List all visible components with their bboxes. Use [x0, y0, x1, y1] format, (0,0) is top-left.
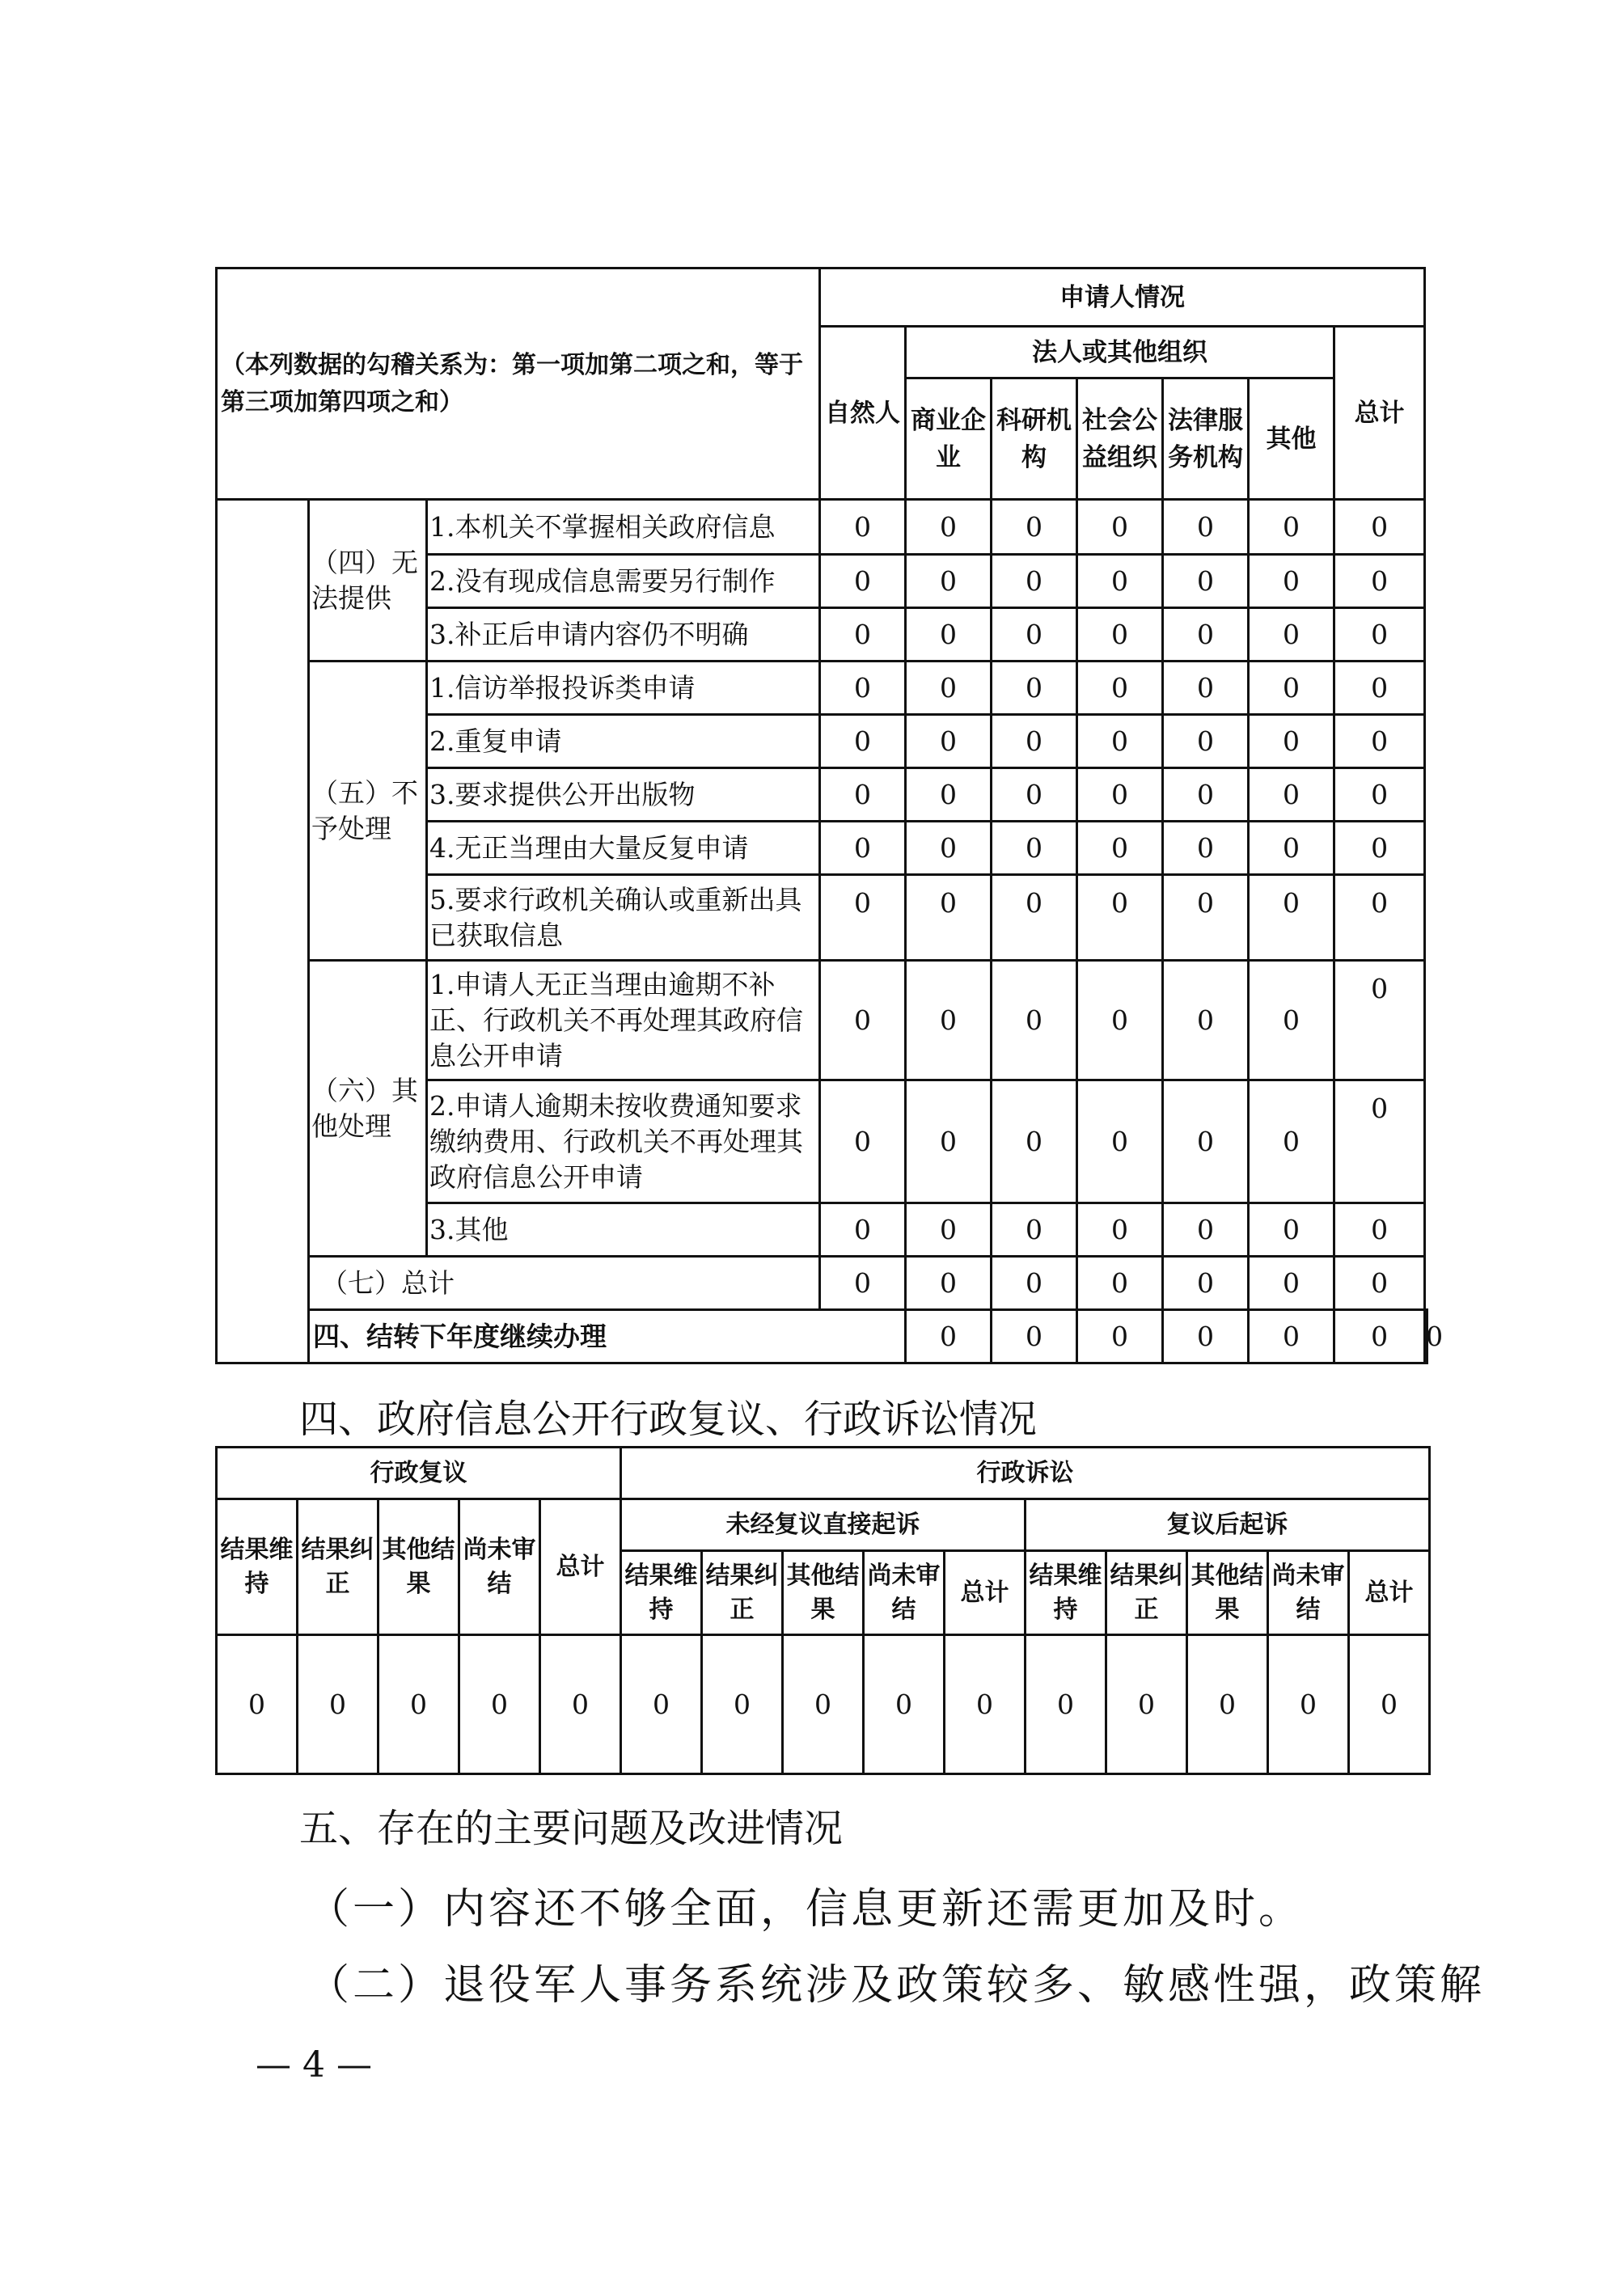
value-cell: 0: [906, 1257, 992, 1310]
value-cell: 0: [906, 662, 992, 715]
header-social-welfare: 社会公益组织: [1077, 378, 1163, 500]
carryover-row-label: 四、结转下年度继续办理: [309, 1310, 906, 1363]
value-cell: 0: [906, 1203, 992, 1257]
value-cell: 0: [1077, 1257, 1163, 1310]
value-cell: 0: [1334, 875, 1425, 961]
value-cell: 0: [820, 608, 906, 662]
table-application-handling: [215, 267, 1444, 1364]
value-cell: 0: [992, 500, 1077, 555]
header-col: 结果维持: [621, 1551, 702, 1635]
value-cell: 0: [1187, 1635, 1268, 1774]
value-cell: 0: [1077, 715, 1163, 768]
header-direct-suit: 未经复议直接起诉: [621, 1499, 1026, 1551]
value-cell: 0: [298, 1635, 379, 1774]
value-cell: 0: [820, 822, 906, 875]
paragraph-2: （二）退役军人事务系统涉及政策较多、敏感性强，政策解: [307, 1961, 1486, 2010]
value-cell: 0: [1026, 1635, 1106, 1774]
row-label: 5.要求行政机关确认或重新出具已获取信息: [427, 875, 820, 961]
header-col: 总计: [1349, 1551, 1430, 1635]
value-cell: 0: [1349, 1635, 1430, 1774]
blank-left-cell: [217, 500, 309, 1363]
value-cell: 0: [906, 822, 992, 875]
value-cell: 0: [1163, 715, 1249, 768]
header-col: 结果纠正: [702, 1551, 783, 1635]
value-cell: 0: [1334, 715, 1425, 768]
row-label: 3.补正后申请内容仍不明确: [427, 608, 820, 662]
table-row: [217, 500, 1427, 555]
header-col: 结果维持: [217, 1499, 298, 1635]
header-research: 科研机构: [992, 378, 1077, 500]
value-cell: 0: [1249, 875, 1334, 961]
value-cell: 0: [1077, 662, 1163, 715]
table-row: [217, 961, 1427, 1080]
value-cell: 0: [820, 662, 906, 715]
value-cell: 0: [1163, 1080, 1249, 1203]
header-col: 其他结果: [379, 1499, 459, 1635]
value-cell: 0: [1163, 1203, 1249, 1257]
value-cell: 0: [1268, 1635, 1349, 1774]
value-cell: 0: [1334, 961, 1425, 1080]
value-cell: 0: [906, 1310, 992, 1363]
header-col: 结果维持: [1026, 1551, 1106, 1635]
value-cell: 0: [1334, 608, 1425, 662]
header-col: 其他结果: [1187, 1551, 1268, 1635]
header-col: 尚未审结: [459, 1499, 540, 1635]
value-cell: 0: [864, 1635, 945, 1774]
value-cell: 0: [945, 1635, 1026, 1774]
value-cell: 0: [992, 822, 1077, 875]
value-cell: 0: [992, 875, 1077, 961]
value-cell: 0: [906, 500, 992, 555]
value-cell: 0: [820, 1203, 906, 1257]
value-cell: 0: [1077, 608, 1163, 662]
header-legal-group: 法人或其他组织: [906, 327, 1334, 378]
value-cell: 0: [217, 1635, 298, 1774]
column-note: （本列数据的勾稽关系为：第一项加第二项之和，等于第三项加第四项之和）: [217, 268, 820, 500]
header-applicant-situation: 申请人情况: [820, 268, 1425, 327]
row-label: 1.本机关不掌握相关政府信息: [427, 500, 820, 555]
value-cell: 0: [1077, 961, 1163, 1080]
value-cell: 0: [992, 715, 1077, 768]
group-label-not-handled: （五）不予处理: [309, 662, 427, 961]
value-cell: 0: [992, 1310, 1077, 1363]
value-cell: 0: [1334, 1080, 1425, 1203]
row-label: 3.其他: [427, 1203, 820, 1257]
header-total: 总计: [1334, 327, 1425, 500]
value-cell: 0: [1077, 1310, 1163, 1363]
value-cell: 0: [1163, 1310, 1249, 1363]
value-cell: 0: [820, 500, 906, 555]
value-cell: 0: [992, 608, 1077, 662]
value-cell: 0: [702, 1635, 783, 1774]
value-cell: 0: [1334, 555, 1425, 608]
value-cell: 0: [1249, 608, 1334, 662]
value-cell: 0: [1249, 715, 1334, 768]
value-cell: 0: [820, 961, 906, 1080]
value-cell: 0: [1163, 555, 1249, 608]
value-cell: 0: [820, 768, 906, 822]
value-cell: 0: [906, 768, 992, 822]
value-cell: 0: [1106, 1635, 1187, 1774]
value-cell: 0: [1249, 1080, 1334, 1203]
value-cell: 0: [1425, 1310, 1427, 1363]
value-cell: 0: [992, 1080, 1077, 1203]
value-cell: 0: [540, 1635, 621, 1774]
value-cell: 0: [1077, 875, 1163, 961]
header-col: 结果纠正: [1106, 1551, 1187, 1635]
value-cell: 0: [1163, 875, 1249, 961]
value-cell: 0: [459, 1635, 540, 1774]
value-cell: 0: [906, 555, 992, 608]
header-admin-litigation: 行政诉讼: [621, 1448, 1430, 1499]
value-cell: 0: [992, 662, 1077, 715]
header-col: 其他结果: [783, 1551, 864, 1635]
value-cell: 0: [1249, 662, 1334, 715]
value-cell: 0: [621, 1635, 702, 1774]
value-cell: 0: [1334, 768, 1425, 822]
header-commercial: 商业企业: [906, 378, 992, 500]
row-label: 2.没有现成信息需要另行制作: [427, 555, 820, 608]
header-col: 结果纠正: [298, 1499, 379, 1635]
row-label: 2.申请人逾期未按收费通知要求缴纳费用、行政机关不再处理其政府信息公开申请: [427, 1080, 820, 1203]
header-admin-review: 行政复议: [217, 1448, 621, 1499]
header-natural-person: 自然人: [820, 327, 906, 500]
value-cell: 0: [820, 1257, 906, 1310]
section-title-problems: 五、存在的主要问题及改进情况: [299, 1806, 844, 1851]
value-cell: 0: [906, 875, 992, 961]
value-cell: 0: [1077, 768, 1163, 822]
value-cell: 0: [379, 1635, 459, 1774]
header-other: 其他: [1249, 378, 1334, 500]
value-cell: 0: [1077, 555, 1163, 608]
value-cell: 0: [906, 715, 992, 768]
header-after-review-suit: 复议后起诉: [1026, 1499, 1430, 1551]
row-label: 3.要求提供公开出版物: [427, 768, 820, 822]
value-cell: 0: [1334, 1310, 1425, 1363]
row-label: 2.重复申请: [427, 715, 820, 768]
value-cell: 0: [906, 608, 992, 662]
header-col: 尚未审结: [864, 1551, 945, 1635]
value-cell: 0: [1163, 608, 1249, 662]
value-cell: 0: [1249, 1257, 1334, 1310]
value-cell: 0: [1163, 1257, 1249, 1310]
table-row-total: [217, 1257, 1427, 1310]
table-row-carryover: [217, 1310, 1427, 1363]
value-cell: 0: [906, 961, 992, 1080]
value-cell: 0: [1077, 1080, 1163, 1203]
value-cell: 0: [1334, 1257, 1425, 1310]
value-cell: 0: [1249, 500, 1334, 555]
row-label: 4.无正当理由大量反复申请: [427, 822, 820, 875]
section-title-review-litigation: 四、政府信息公开行政复议、行政诉讼情况: [299, 1397, 1038, 1442]
value-cell: 0: [1334, 662, 1425, 715]
value-cell: 0: [992, 555, 1077, 608]
group-label-unable-provide: （四）无法提供: [309, 500, 427, 662]
value-cell: 0: [783, 1635, 864, 1774]
value-cell: 0: [1249, 961, 1334, 1080]
value-cell: 0: [1249, 822, 1334, 875]
value-cell: 0: [906, 1080, 992, 1203]
value-cell: 0: [1077, 822, 1163, 875]
table-row: [217, 1635, 1430, 1774]
header-legal-service: 法律服务机构: [1163, 378, 1249, 500]
value-cell: 0: [1163, 768, 1249, 822]
value-cell: 0: [820, 875, 906, 961]
value-cell: 0: [992, 961, 1077, 1080]
value-cell: 0: [1249, 768, 1334, 822]
header-col: 尚未审结: [1268, 1551, 1349, 1635]
value-cell: 0: [1334, 1203, 1425, 1257]
value-cell: 0: [1249, 555, 1334, 608]
total-row-label: （七）总计: [309, 1257, 820, 1310]
header-col: 总计: [540, 1499, 621, 1635]
group-label-other-handling: （六）其他处理: [309, 961, 427, 1257]
value-cell: 0: [992, 768, 1077, 822]
value-cell: 0: [1163, 662, 1249, 715]
table-review-litigation: [215, 1446, 1431, 1775]
value-cell: 0: [992, 1257, 1077, 1310]
value-cell: 0: [820, 715, 906, 768]
value-cell: 0: [1163, 500, 1249, 555]
value-cell: 0: [1334, 822, 1425, 875]
value-cell: 0: [1077, 500, 1163, 555]
value-cell: 0: [1249, 1310, 1334, 1363]
row-label: 1.信访举报投诉类申请: [427, 662, 820, 715]
row-label: 1.申请人无正当理由逾期不补正、行政机关不再处理其政府信息公开申请: [427, 961, 820, 1080]
value-cell: 0: [1249, 1203, 1334, 1257]
value-cell: 0: [1077, 1203, 1163, 1257]
page-number: — 4 —: [256, 2044, 372, 2086]
table-row: [217, 662, 1427, 715]
value-cell: 0: [820, 555, 906, 608]
value-cell: 0: [1334, 500, 1425, 555]
value-cell: 0: [992, 1203, 1077, 1257]
header-col: 总计: [945, 1551, 1026, 1635]
value-cell: 0: [820, 1080, 906, 1203]
paragraph-1: （一）内容还不够全面，信息更新还需更加及时。: [307, 1885, 1305, 1934]
value-cell: 0: [1163, 961, 1249, 1080]
value-cell: 0: [1163, 822, 1249, 875]
